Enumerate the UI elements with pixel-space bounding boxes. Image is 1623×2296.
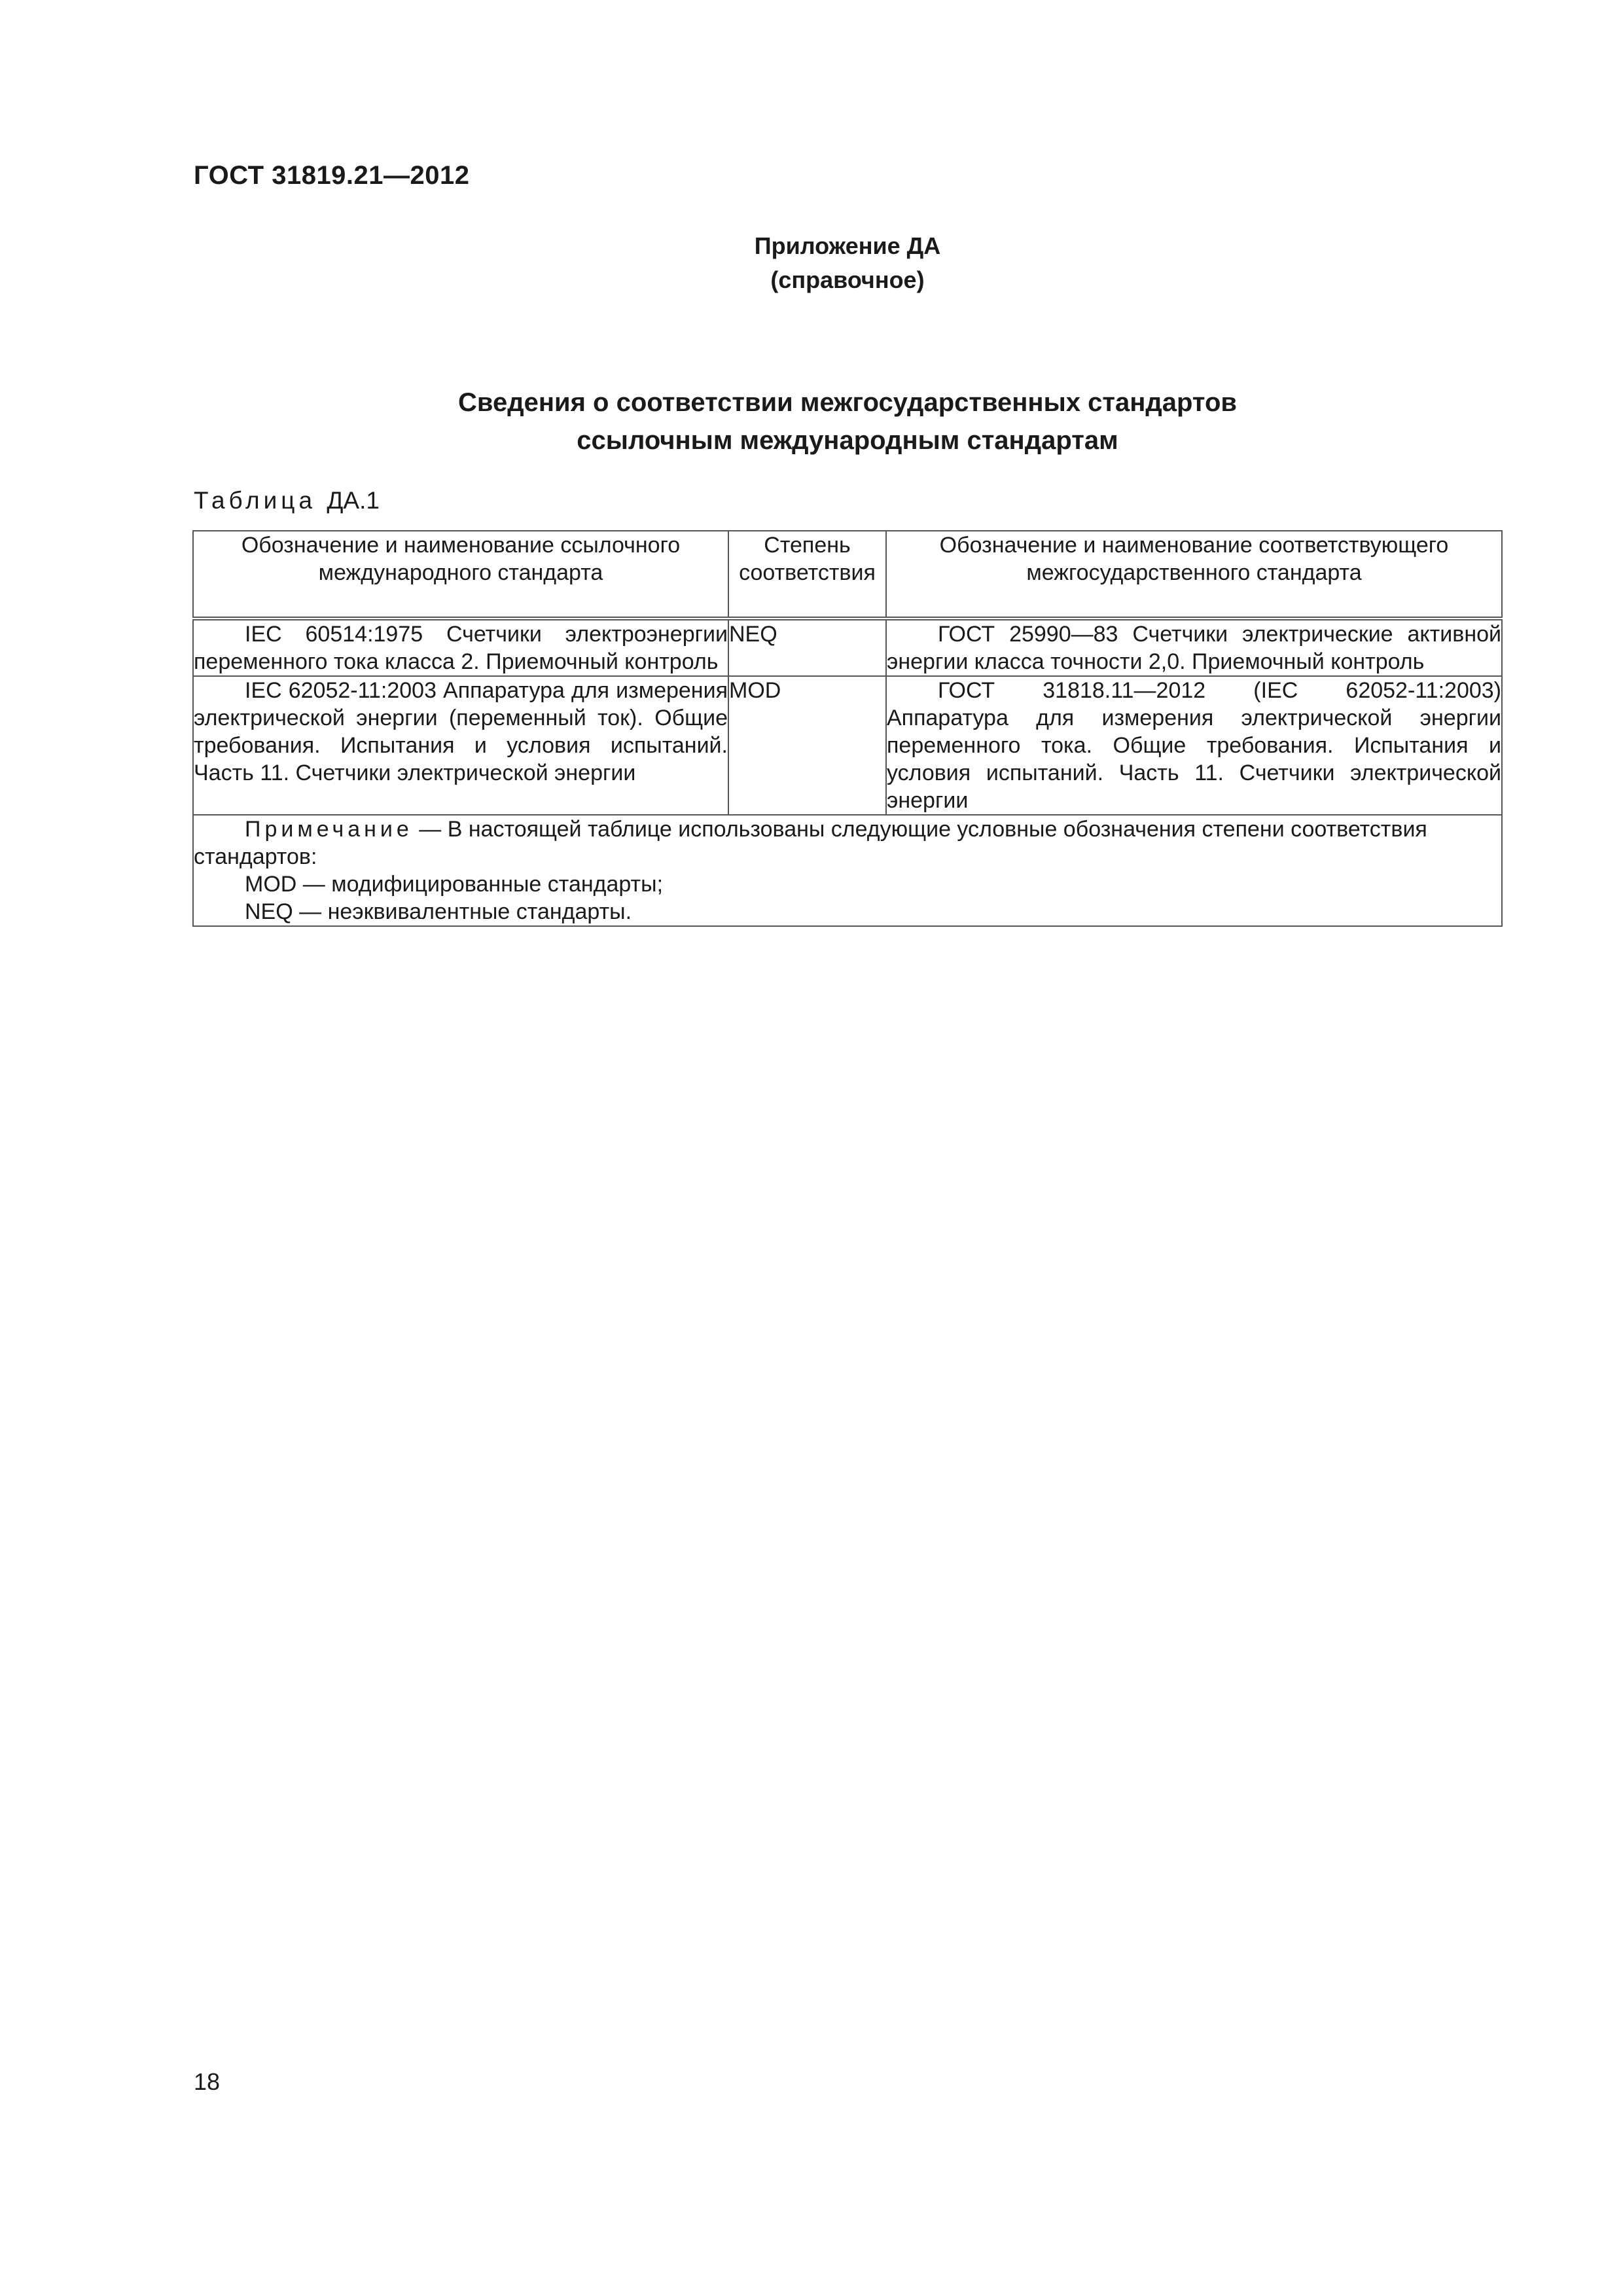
section-title-line-1: Сведения о соответствии межгосударственных стандартов	[458, 388, 1237, 417]
appendix-subtitle: (справочное)	[770, 266, 925, 293]
interstate-standard-cell	[886, 619, 1502, 676]
international-standard-text: IEC 60514:1975 Счетчики электроэнергии переменного тока класса 2. Приемочный контроль	[194, 622, 728, 674]
note-item-neq: NEQ — неэквивалентные стандарты.	[245, 899, 632, 924]
section-title	[0, 384, 1623, 459]
header-interstate-standard: Обозначение и наименование соответствующего межгосударственного стандарта	[886, 531, 1502, 619]
note-intro	[194, 816, 1501, 870]
header-degree-of-correspondence: Степень соответствия	[728, 531, 886, 619]
table-caption-number: ДА.1	[327, 487, 380, 514]
interstate-standard-text: ГОСТ 31818.11—2012 (IEC 62052-11:2003) Аппаратура для измерения электрической энергии переменного тока. Общие требования. Испытания и условия испытаний. Часть 11. Счетчики электрической энергии	[887, 678, 1501, 813]
table-row	[193, 619, 1502, 676]
appendix-title: Приложение ДА	[754, 232, 941, 259]
table-note-row	[193, 815, 1502, 926]
interstate-standard-cell	[886, 676, 1502, 815]
table-caption	[194, 487, 380, 514]
interstate-standard-text: ГОСТ 25990—83 Счетчики электрические активной энергии класса точности 2,0. Приемочный контроль	[887, 622, 1501, 674]
correspondence-table	[192, 530, 1503, 927]
international-standard-cell	[193, 619, 728, 676]
degree-cell: NEQ	[728, 619, 886, 676]
section-title-line-2: ссылочным международным стандартам	[577, 426, 1118, 455]
table-header-row	[193, 531, 1502, 619]
international-standard-cell	[193, 676, 728, 815]
table-note	[193, 815, 1502, 926]
note-label: Примечание	[245, 817, 413, 842]
table-caption-label: Таблица	[194, 487, 317, 514]
page-number: 18	[194, 2068, 221, 2095]
table-row	[193, 676, 1502, 815]
note-text: — В настоящей таблице использованы следующие условные обозначения степени соответствия стандартов:	[194, 817, 1427, 869]
degree-cell: MOD	[728, 676, 886, 815]
international-standard-text: IEC 62052-11:2003 Аппаратура для измерения электрической энергии (переменный ток). Общие требования. Испытания и условия испытаний. Часть 11. Счетчики электрической энергии	[194, 678, 728, 785]
header-international-standard: Обозначение и наименование ссылочного международного стандарта	[193, 531, 728, 619]
note-item-mod: MOD — модифицированные стандарты;	[245, 872, 664, 897]
document-code: ГОСТ 31819.21—2012	[194, 161, 470, 190]
